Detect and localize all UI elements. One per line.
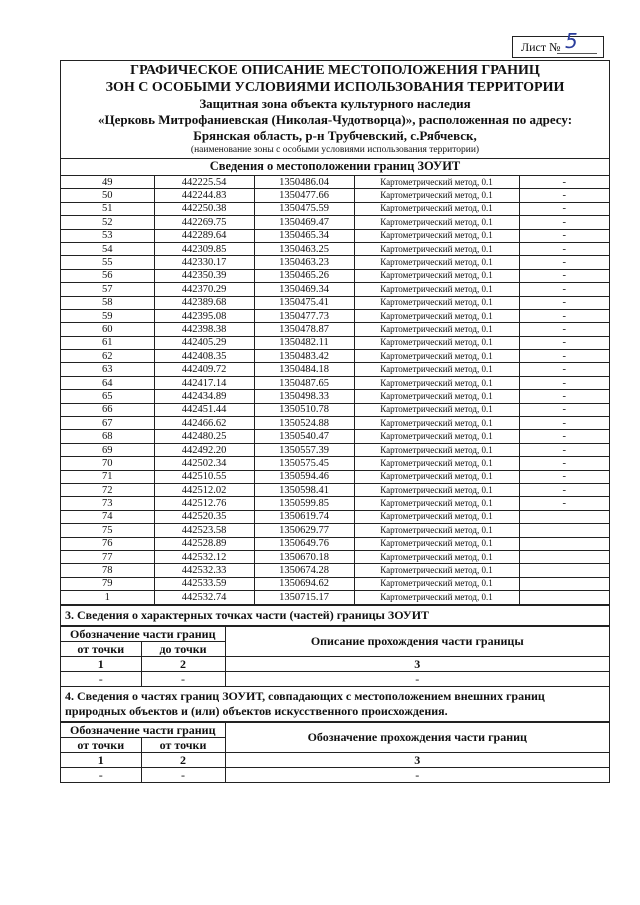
section-4-group-header: Обозначение части границ [61, 722, 225, 737]
section-4-to-header: от точки [141, 737, 225, 752]
section-4-value-3: - [225, 767, 609, 782]
precision-cell [519, 577, 609, 590]
address-line: Брянская область, р-н Трубчевский, с.Рябчевск, [193, 128, 477, 143]
table-row [61, 457, 609, 470]
table-row [61, 376, 609, 389]
y-coordinate-cell: 1350649.76 [254, 537, 354, 550]
table-row [61, 430, 609, 443]
section-3-value-2: - [141, 671, 225, 686]
y-coordinate-cell: 1350486.04 [254, 176, 354, 189]
section-3-desc-header: Описание прохождения части границы [225, 626, 609, 656]
point-number-cell: 66 [61, 403, 154, 416]
section-4-num-2: 2 [141, 752, 225, 767]
x-coordinate-cell: 442532.33 [154, 564, 254, 577]
x-coordinate-cell: 442409.72 [154, 363, 254, 376]
y-coordinate-cell: 1350540.47 [254, 430, 354, 443]
precision-cell [519, 524, 609, 537]
y-coordinate-cell: 1350484.18 [254, 363, 354, 376]
table-row [61, 350, 609, 363]
x-coordinate-cell: 442512.02 [154, 483, 254, 496]
x-coordinate-cell: 442289.64 [154, 229, 254, 242]
y-coordinate-cell: 1350465.34 [254, 229, 354, 242]
method-cell: Картометрический метод, 0.1 [354, 497, 519, 510]
table-row [61, 510, 609, 523]
y-coordinate-cell: 1350463.23 [254, 256, 354, 269]
method-cell: Картометрический метод, 0.1 [354, 443, 519, 456]
precision-cell [519, 550, 609, 563]
x-coordinate-cell: 442244.83 [154, 189, 254, 202]
y-coordinate-cell: 1350478.87 [254, 323, 354, 336]
y-coordinate-cell: 1350483.42 [254, 350, 354, 363]
method-cell: Картометрический метод, 0.1 [354, 269, 519, 282]
point-number-cell: 1 [61, 591, 154, 604]
point-number-cell: 64 [61, 376, 154, 389]
table-row [61, 577, 609, 590]
section-4-title: 4. Сведения о частях границ ЗОУИТ, совпадающих с местоположением внешних границ природных объектов и (или) объектов искусственного происхождения. [61, 686, 609, 722]
x-coordinate-cell: 442532.74 [154, 591, 254, 604]
section-3-num-2: 2 [141, 656, 225, 671]
coordinates-table-body [61, 176, 609, 604]
point-number-cell: 78 [61, 564, 154, 577]
method-cell: Картометрический метод, 0.1 [354, 283, 519, 296]
method-cell: Картометрический метод, 0.1 [354, 577, 519, 590]
point-number-cell: 69 [61, 443, 154, 456]
table-row [61, 229, 609, 242]
precision-cell: - [519, 390, 609, 403]
section-3-group-header: Обозначение части границ [61, 626, 225, 641]
point-number-cell: 49 [61, 176, 154, 189]
table-row [61, 497, 609, 510]
point-number-cell: 65 [61, 390, 154, 403]
x-coordinate-cell: 442532.12 [154, 550, 254, 563]
document-frame [60, 60, 610, 783]
method-cell: Картометрический метод, 0.1 [354, 537, 519, 550]
x-coordinate-cell: 442466.62 [154, 417, 254, 430]
precision-cell: - [519, 296, 609, 309]
precision-cell: - [519, 229, 609, 242]
precision-cell: - [519, 242, 609, 255]
y-coordinate-cell: 1350463.25 [254, 242, 354, 255]
x-coordinate-cell: 442417.14 [154, 376, 254, 389]
point-number-cell: 54 [61, 242, 154, 255]
y-coordinate-cell: 1350575.45 [254, 457, 354, 470]
table-row [61, 403, 609, 416]
x-coordinate-cell: 442510.55 [154, 470, 254, 483]
y-coordinate-cell: 1350619.74 [254, 510, 354, 523]
precision-cell: - [519, 189, 609, 202]
precision-cell: - [519, 497, 609, 510]
method-cell: Картометрический метод, 0.1 [354, 470, 519, 483]
table-row [61, 550, 609, 563]
section-4-value-2: - [141, 767, 225, 782]
method-cell: Картометрический метод, 0.1 [354, 336, 519, 349]
y-coordinate-cell: 1350557.39 [254, 443, 354, 456]
method-cell: Картометрический метод, 0.1 [354, 430, 519, 443]
table-row [61, 524, 609, 537]
x-coordinate-cell: 442408.35 [154, 350, 254, 363]
title-line-2: ЗОН С ОСОБЫМИ УСЛОВИЯМИ ИСПОЛЬЗОВАНИЯ ТЕРРИТОРИИ [105, 80, 565, 95]
section-4-from-header: от точки [61, 737, 141, 752]
section-3-value-3: - [225, 671, 609, 686]
precision-cell: - [519, 256, 609, 269]
precision-cell: - [519, 269, 609, 282]
x-coordinate-cell: 442533.59 [154, 577, 254, 590]
table-row [61, 216, 609, 229]
point-number-cell: 79 [61, 577, 154, 590]
precision-cell: - [519, 350, 609, 363]
x-coordinate-cell: 442480.25 [154, 430, 254, 443]
zone-name-line-1: Защитная зона объекта культурного наследия [199, 96, 471, 111]
y-coordinate-cell: 1350482.11 [254, 336, 354, 349]
point-number-cell: 50 [61, 189, 154, 202]
table-row [61, 323, 609, 336]
y-coordinate-cell: 1350469.34 [254, 283, 354, 296]
y-coordinate-cell: 1350598.41 [254, 483, 354, 496]
point-number-cell: 77 [61, 550, 154, 563]
zone-name-line-2: «Церковь Митрофаниевская (Николая-Чудотворца)», расположенная по адресу: [97, 112, 573, 127]
table-row [61, 189, 609, 202]
point-number-cell: 53 [61, 229, 154, 242]
method-cell: Картометрический метод, 0.1 [354, 256, 519, 269]
point-number-cell: 59 [61, 309, 154, 322]
method-cell: Картометрический метод, 0.1 [354, 242, 519, 255]
x-coordinate-cell: 442350.39 [154, 269, 254, 282]
method-cell: Картометрический метод, 0.1 [354, 457, 519, 470]
table-row [61, 202, 609, 215]
precision-cell: - [519, 376, 609, 389]
point-number-cell: 61 [61, 336, 154, 349]
precision-cell: - [519, 309, 609, 322]
section-4-desc-header: Обозначение прохождения части границ [225, 722, 609, 752]
precision-cell: - [519, 216, 609, 229]
point-number-cell: 57 [61, 283, 154, 296]
method-cell: Картометрический метод, 0.1 [354, 417, 519, 430]
coordinates-table [61, 176, 609, 605]
section-3-table [61, 626, 609, 686]
section-4-value-1: - [61, 767, 141, 782]
document-header [61, 61, 609, 159]
precision-cell [519, 564, 609, 577]
method-cell: Картометрический метод, 0.1 [354, 550, 519, 563]
section-3-value-1: - [61, 671, 141, 686]
precision-cell: - [519, 470, 609, 483]
method-cell: Картометрический метод, 0.1 [354, 189, 519, 202]
y-coordinate-cell: 1350715.17 [254, 591, 354, 604]
precision-cell: - [519, 283, 609, 296]
x-coordinate-cell: 442512.76 [154, 497, 254, 510]
x-coordinate-cell: 442250.38 [154, 202, 254, 215]
table-row [61, 417, 609, 430]
point-number-cell: 70 [61, 457, 154, 470]
precision-cell [519, 537, 609, 550]
method-cell: Картометрический метод, 0.1 [354, 591, 519, 604]
point-number-cell: 56 [61, 269, 154, 282]
sheet-number-box [512, 29, 604, 58]
table-row [61, 483, 609, 496]
table-row [61, 269, 609, 282]
x-coordinate-cell: 442502.34 [154, 457, 254, 470]
method-cell: Картометрический метод, 0.1 [354, 390, 519, 403]
precision-cell: - [519, 483, 609, 496]
x-coordinate-cell: 442269.75 [154, 216, 254, 229]
table-row [61, 176, 609, 189]
y-coordinate-cell: 1350670.18 [254, 550, 354, 563]
section-3-to-header: до точки [141, 641, 225, 656]
table-row [61, 564, 609, 577]
point-number-cell: 51 [61, 202, 154, 215]
section-4-num-3: 3 [225, 752, 609, 767]
method-cell: Картометрический метод, 0.1 [354, 229, 519, 242]
method-cell: Картометрический метод, 0.1 [354, 202, 519, 215]
section-3-num-1: 1 [61, 656, 141, 671]
section-3-title: 3. Сведения о характерных точках части (частей) границы ЗОУИТ [61, 605, 609, 626]
method-cell: Картометрический метод, 0.1 [354, 296, 519, 309]
table-row [61, 242, 609, 255]
section-4-table [61, 722, 609, 782]
point-number-cell: 68 [61, 430, 154, 443]
sheet-number-underline [557, 53, 597, 54]
x-coordinate-cell: 442523.58 [154, 524, 254, 537]
x-coordinate-cell: 442451.44 [154, 403, 254, 416]
point-number-cell: 63 [61, 363, 154, 376]
point-number-cell: 62 [61, 350, 154, 363]
x-coordinate-cell: 442389.68 [154, 296, 254, 309]
table-row [61, 256, 609, 269]
table-row [61, 443, 609, 456]
precision-cell: - [519, 363, 609, 376]
table-row [61, 363, 609, 376]
table-row [61, 296, 609, 309]
method-cell: Картометрический метод, 0.1 [354, 564, 519, 577]
table-row [61, 470, 609, 483]
table-row [61, 336, 609, 349]
y-coordinate-cell: 1350477.73 [254, 309, 354, 322]
precision-cell: - [519, 403, 609, 416]
point-number-cell: 60 [61, 323, 154, 336]
section-4-num-1: 1 [61, 752, 141, 767]
point-number-cell: 76 [61, 537, 154, 550]
y-coordinate-cell: 1350599.85 [254, 497, 354, 510]
precision-cell: - [519, 176, 609, 189]
precision-cell: - [519, 417, 609, 430]
y-coordinate-cell: 1350694.62 [254, 577, 354, 590]
precision-cell: - [519, 202, 609, 215]
x-coordinate-cell: 442492.20 [154, 443, 254, 456]
x-coordinate-cell: 442520.35 [154, 510, 254, 523]
title-line-1: ГРАФИЧЕСКОЕ ОПИСАНИЕ МЕСТОПОЛОЖЕНИЯ ГРАНИЦ [130, 63, 540, 78]
precision-cell: - [519, 430, 609, 443]
section-3-from-header: от точки [61, 641, 141, 656]
x-coordinate-cell: 442225.54 [154, 176, 254, 189]
precision-cell [519, 591, 609, 604]
x-coordinate-cell: 442434.89 [154, 390, 254, 403]
method-cell: Картометрический метод, 0.1 [354, 309, 519, 322]
x-coordinate-cell: 442528.89 [154, 537, 254, 550]
y-coordinate-cell: 1350475.41 [254, 296, 354, 309]
point-number-cell: 71 [61, 470, 154, 483]
section-3-num-3: 3 [225, 656, 609, 671]
table-row [61, 591, 609, 604]
x-coordinate-cell: 442309.85 [154, 242, 254, 255]
y-coordinate-cell: 1350629.77 [254, 524, 354, 537]
point-number-cell: 72 [61, 483, 154, 496]
y-coordinate-cell: 1350465.26 [254, 269, 354, 282]
method-cell: Картометрический метод, 0.1 [354, 350, 519, 363]
x-coordinate-cell: 442330.17 [154, 256, 254, 269]
y-coordinate-cell: 1350498.33 [254, 390, 354, 403]
table-row [61, 390, 609, 403]
y-coordinate-cell: 1350674.28 [254, 564, 354, 577]
point-number-cell: 75 [61, 524, 154, 537]
point-number-cell: 67 [61, 417, 154, 430]
method-cell: Картометрический метод, 0.1 [354, 376, 519, 389]
table-row [61, 283, 609, 296]
y-coordinate-cell: 1350469.47 [254, 216, 354, 229]
x-coordinate-cell: 442405.29 [154, 336, 254, 349]
precision-cell: - [519, 457, 609, 470]
y-coordinate-cell: 1350594.46 [254, 470, 354, 483]
point-number-cell: 58 [61, 296, 154, 309]
boundary-section-title: Сведения о местоположении границ ЗОУИТ [61, 159, 609, 176]
method-cell: Картометрический метод, 0.1 [354, 323, 519, 336]
y-coordinate-cell: 1350487.65 [254, 376, 354, 389]
x-coordinate-cell: 442395.08 [154, 309, 254, 322]
x-coordinate-cell: 442370.29 [154, 283, 254, 296]
method-cell: Картометрический метод, 0.1 [354, 363, 519, 376]
table-row [61, 309, 609, 322]
method-cell: Картометрический метод, 0.1 [354, 403, 519, 416]
y-coordinate-cell: 1350477.66 [254, 189, 354, 202]
precision-cell: - [519, 443, 609, 456]
method-cell: Картометрический метод, 0.1 [354, 176, 519, 189]
method-cell: Картометрический метод, 0.1 [354, 510, 519, 523]
point-number-cell: 74 [61, 510, 154, 523]
point-number-cell: 52 [61, 216, 154, 229]
y-coordinate-cell: 1350524.88 [254, 417, 354, 430]
precision-cell [519, 510, 609, 523]
y-coordinate-cell: 1350475.59 [254, 202, 354, 215]
y-coordinate-cell: 1350510.78 [254, 403, 354, 416]
zone-name-caption: (наименование зоны с особыми условиями использования территории) [190, 145, 480, 155]
method-cell: Картометрический метод, 0.1 [354, 524, 519, 537]
point-number-cell: 55 [61, 256, 154, 269]
method-cell: Картометрический метод, 0.1 [354, 216, 519, 229]
precision-cell: - [519, 336, 609, 349]
precision-cell: - [519, 323, 609, 336]
method-cell: Картометрический метод, 0.1 [354, 483, 519, 496]
point-number-cell: 73 [61, 497, 154, 510]
sheet-label: Лист № [521, 40, 561, 54]
x-coordinate-cell: 442398.38 [154, 323, 254, 336]
sheet-number: 5 [565, 29, 578, 53]
table-row [61, 537, 609, 550]
